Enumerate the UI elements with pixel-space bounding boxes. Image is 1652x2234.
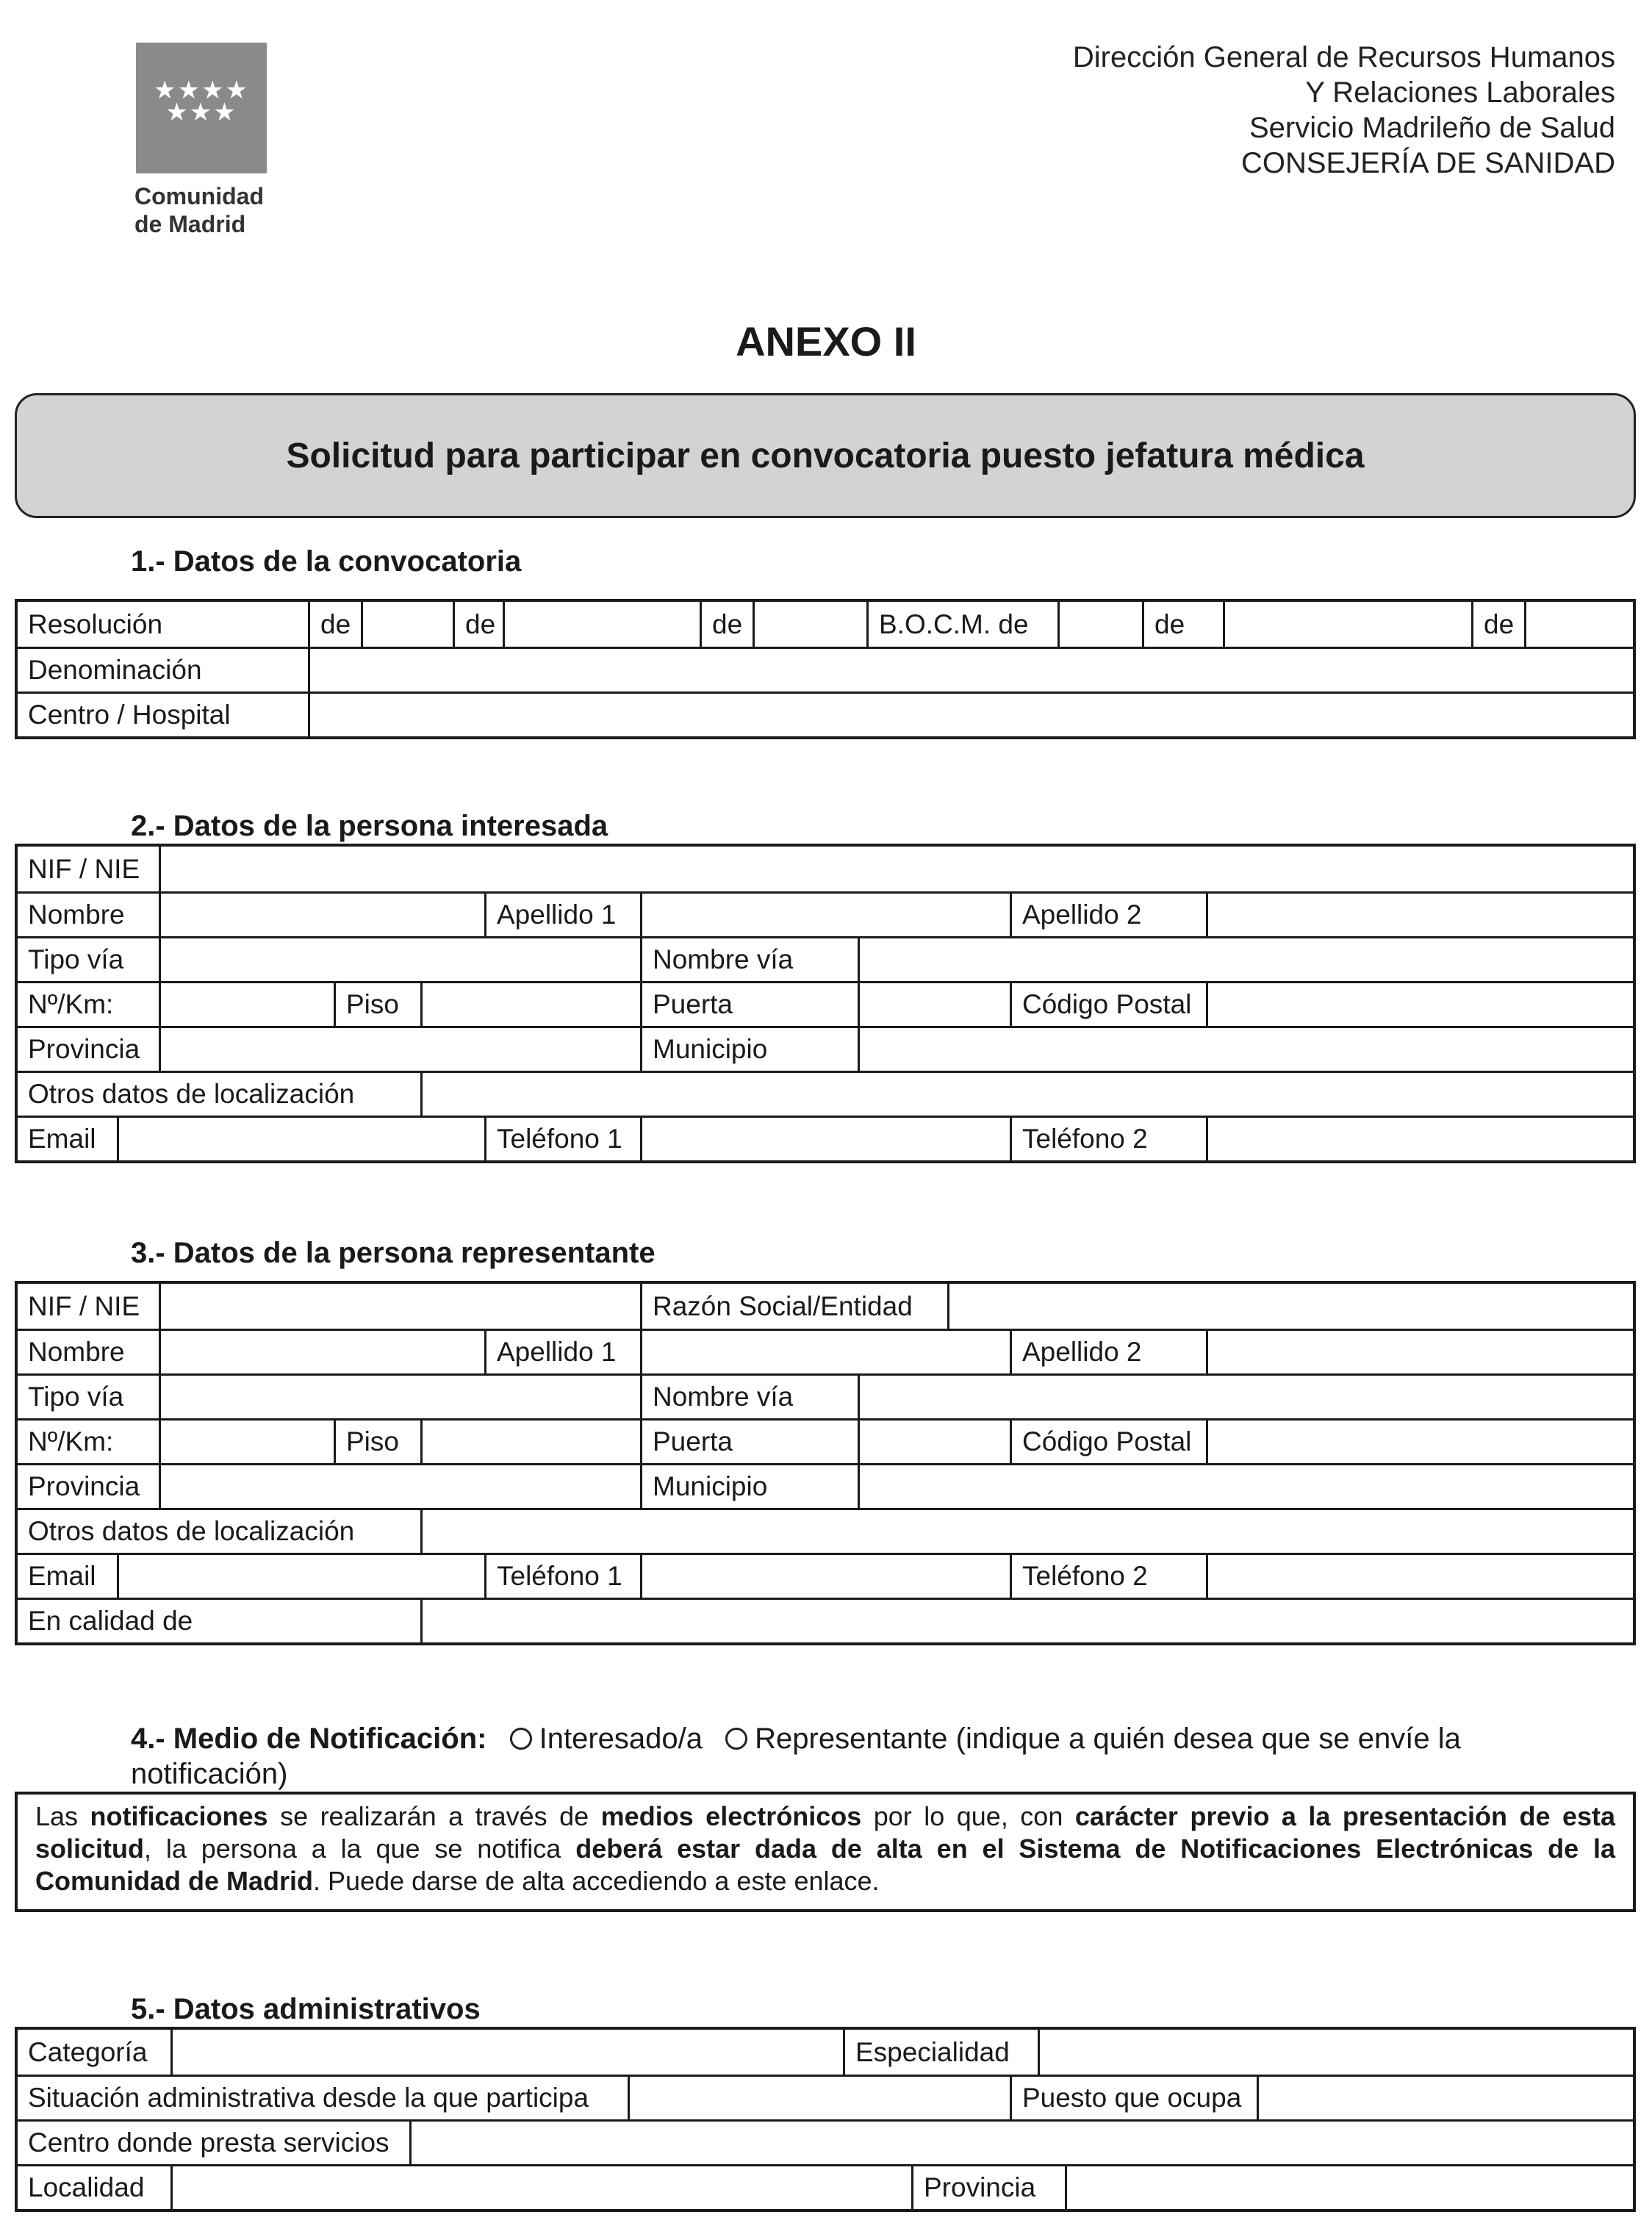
especialidad-field[interactable] — [1038, 2030, 1633, 2075]
categoria-field[interactable] — [170, 2030, 843, 2075]
rep-telefono1-label: Teléfono 1 — [484, 1555, 640, 1598]
section-1-title: 1.- Datos de la convocatoria — [131, 545, 522, 578]
rep-email-field[interactable] — [117, 1555, 484, 1598]
puerta-field[interactable] — [858, 983, 1010, 1026]
rep-telefono2-field[interactable] — [1206, 1555, 1633, 1598]
bocm-year-field[interactable] — [1524, 602, 1633, 647]
nombre-via-label: Nombre vía — [640, 938, 858, 981]
de-label: de — [308, 602, 361, 647]
email-field[interactable] — [117, 1118, 484, 1160]
piso-field[interactable] — [420, 983, 640, 1026]
resolucion-year-field[interactable] — [753, 602, 866, 647]
puesto-label: Puesto que ocupa — [1010, 2077, 1257, 2119]
table-row — [18, 692, 1633, 736]
table-row — [18, 1463, 1633, 1508]
table-row — [18, 602, 1633, 647]
resolucion-day-field[interactable] — [361, 602, 453, 647]
razon-social-field[interactable] — [947, 1284, 1633, 1329]
rep-numero-field[interactable] — [159, 1421, 334, 1463]
telefono1-field[interactable] — [640, 1118, 1010, 1160]
notice-text-1: Las — [35, 1801, 90, 1831]
table-row — [18, 1026, 1633, 1071]
notice-text-4: , la persona a la que se notifica — [144, 1833, 576, 1864]
section-1-table — [15, 599, 1636, 739]
stars-icon: ★★★★ ★★★ — [154, 76, 249, 127]
provincia-admin-field[interactable] — [1065, 2166, 1633, 2209]
rep-puerta-label: Puerta — [640, 1421, 858, 1463]
rep-apellido1-field[interactable] — [640, 1331, 1010, 1373]
table-row — [18, 1116, 1633, 1160]
table-row — [18, 1508, 1633, 1553]
nombre-via-field[interactable] — [858, 938, 1633, 981]
table-row — [18, 1418, 1633, 1463]
denominacion-label: Denominación — [28, 655, 202, 685]
rep-provincia-label: Provincia — [28, 1471, 140, 1501]
numero-label: Nº/Km: — [28, 989, 114, 1019]
table-row — [18, 1373, 1633, 1418]
interesado-label: Interesado/a — [539, 1723, 703, 1755]
rep-municipio-field[interactable] — [858, 1465, 1633, 1508]
rep-apellido2-field[interactable] — [1206, 1331, 1633, 1373]
table-row — [18, 936, 1633, 981]
apellido1-field[interactable] — [640, 894, 1010, 936]
org-line-2: Y Relaciones Laborales — [1305, 76, 1615, 109]
centro-hospital-field[interactable] — [308, 694, 1633, 736]
notice-bold-1: notificaciones — [90, 1801, 268, 1831]
localidad-label: Localidad — [28, 2172, 145, 2202]
table-row — [18, 2119, 1633, 2164]
table-row — [18, 891, 1633, 936]
especialidad-label: Especialidad — [843, 2030, 1038, 2075]
otros-datos-label: Otros datos de localización — [28, 1079, 355, 1109]
table-row — [18, 1553, 1633, 1598]
nombre-label: Nombre — [28, 899, 125, 930]
rep-provincia-field[interactable] — [159, 1465, 640, 1508]
organization-header — [1073, 40, 1615, 181]
rep-otros-datos-field[interactable] — [420, 1510, 1633, 1553]
representante-label: Representante — [755, 1723, 948, 1755]
rep-apellido2-label: Apellido 2 — [1010, 1331, 1206, 1373]
de-label: de — [700, 602, 753, 647]
org-line-1: Dirección General de Recursos Humanos — [1072, 41, 1615, 73]
centro-servicios-field[interactable] — [409, 2122, 1633, 2164]
rep-puerta-field[interactable] — [858, 1421, 1010, 1463]
razon-social-label: Razón Social/Entidad — [640, 1284, 947, 1329]
de-label: de — [1471, 602, 1524, 647]
rep-nif-label: NIF / NIE — [28, 1290, 140, 1321]
email-label: Email — [28, 1124, 96, 1154]
nif-label: NIF / NIE — [28, 853, 140, 884]
rep-nombre-field[interactable] — [159, 1331, 484, 1373]
notice-bold-2: medios electrónicos — [600, 1801, 862, 1831]
rep-nif-field[interactable] — [159, 1284, 640, 1329]
situacion-label: Situación administrativa desde la que participa — [28, 2083, 589, 2113]
section-2-table — [15, 844, 1636, 1163]
section-5-table — [15, 2027, 1636, 2212]
form-banner: Solicitud para participar en convocatoria puesto jefatura médica — [15, 393, 1636, 518]
codigo-postal-label: Código Postal — [1010, 983, 1206, 1026]
rep-nombre-label: Nombre — [28, 1337, 125, 1367]
tipo-via-label: Tipo vía — [28, 944, 124, 974]
municipio-label: Municipio — [640, 1028, 858, 1071]
rep-tipo-via-label: Tipo vía — [28, 1382, 124, 1412]
rep-nombre-via-label: Nombre vía — [640, 1376, 858, 1418]
notice-text-3: por lo que, con — [861, 1801, 1075, 1831]
tipo-via-field[interactable] — [159, 938, 640, 981]
rep-otros-datos-label: Otros datos de localización — [28, 1516, 355, 1546]
section-4-heading: 4.- Medio de Notificación: — [131, 1723, 487, 1755]
de-label: de — [453, 602, 503, 647]
rep-piso-label: Piso — [334, 1421, 420, 1463]
de-label: de — [1142, 602, 1223, 647]
table-row — [18, 981, 1633, 1026]
rep-tipo-via-field[interactable] — [159, 1376, 640, 1418]
section-3-table — [15, 1281, 1636, 1645]
categoria-label: Categoría — [28, 2036, 148, 2067]
situacion-field[interactable] — [628, 2077, 1010, 2119]
table-row — [18, 2030, 1633, 2075]
section-5-title: 5.- Datos administrativos — [131, 1993, 481, 2025]
numero-field[interactable] — [159, 983, 334, 1026]
table-row — [18, 2164, 1633, 2209]
en-calidad-label: En calidad de — [28, 1606, 193, 1636]
page-title: ANEXO II — [736, 318, 916, 364]
rep-telefono2-label: Teléfono 2 — [1010, 1555, 1206, 1598]
bocm-label: B.O.C.M. de — [866, 602, 1057, 647]
notice-text-5: . Puede darse de alta accediendo a este enlace. — [313, 1866, 880, 1896]
interesado-radio[interactable] — [510, 1728, 532, 1750]
municipio-field[interactable] — [858, 1028, 1633, 1071]
notice-bold-4: deberá estar dada de alta en el Sistema de Notificaciones Electrónicas de la Comunidad de Madrid — [35, 1833, 1616, 1896]
section-3-title: 3.- Datos de la persona representante — [131, 1237, 656, 1269]
apellido2-field[interactable] — [1206, 894, 1633, 936]
representante-radio[interactable] — [725, 1728, 747, 1750]
codigo-postal-field[interactable] — [1206, 983, 1633, 1026]
table-row — [18, 1329, 1633, 1373]
notice-bold-3: carácter previo a la presentación de esta solicitud — [35, 1801, 1616, 1864]
table-row — [18, 1071, 1633, 1116]
puesto-field[interactable] — [1257, 2077, 1633, 2119]
table-row — [18, 1284, 1633, 1329]
rep-municipio-label: Municipio — [640, 1465, 858, 1508]
nif-field[interactable] — [159, 847, 1633, 891]
logo-line-1: Comunidad — [134, 183, 264, 209]
table-row — [18, 847, 1633, 891]
org-line-4: CONSEJERÍA DE SANIDAD — [1240, 147, 1615, 179]
provincia-field[interactable] — [159, 1028, 640, 1071]
rep-codigo-postal-label: Código Postal — [1010, 1421, 1206, 1463]
rep-telefono1-field[interactable] — [640, 1555, 1010, 1598]
notice-text-2: se realizarán a través de — [267, 1801, 601, 1831]
localidad-field[interactable] — [170, 2166, 911, 2209]
provincia-admin-label: Provincia — [911, 2166, 1065, 2209]
otros-datos-field[interactable] — [420, 1073, 1633, 1116]
table-row — [18, 1598, 1633, 1642]
rep-apellido1-label: Apellido 1 — [484, 1331, 640, 1373]
telefono2-label: Teléfono 2 — [1010, 1118, 1206, 1160]
rep-email-label: Email — [28, 1561, 96, 1591]
notification-hint: (indique a quién desea que se envíe la notificación) — [131, 1723, 1461, 1790]
rep-codigo-postal-field[interactable] — [1206, 1421, 1633, 1463]
apellido1-label: Apellido 1 — [484, 894, 640, 936]
org-line-3: Servicio Madrileño de Salud — [1249, 112, 1615, 144]
nombre-field[interactable] — [159, 894, 484, 936]
puerta-label: Puerta — [640, 983, 858, 1026]
centro-hospital-label: Centro / Hospital — [28, 700, 231, 730]
table-row — [18, 2075, 1633, 2119]
centro-servicios-label: Centro donde presta servicios — [28, 2127, 389, 2158]
logo-line-2: de Madrid — [134, 211, 246, 237]
telefono2-field[interactable] — [1206, 1118, 1633, 1160]
bocm-day-field[interactable] — [1057, 602, 1142, 647]
denominacion-field[interactable] — [308, 649, 1633, 692]
apellido2-label: Apellido 2 — [1010, 894, 1206, 936]
resolucion-label: Resolución — [28, 608, 163, 639]
rep-numero-label: Nº/Km: — [28, 1426, 114, 1457]
telefono1-label: Teléfono 1 — [484, 1118, 640, 1160]
logo-text — [134, 182, 264, 238]
rep-piso-field[interactable] — [420, 1421, 640, 1463]
rep-nombre-via-field[interactable] — [858, 1376, 1633, 1418]
section-2-title: 2.- Datos de la persona interesada — [131, 810, 608, 842]
table-row — [18, 647, 1633, 692]
bocm-month-field[interactable] — [1223, 602, 1471, 647]
section-4-title — [131, 1721, 1586, 1792]
provincia-label: Provincia — [28, 1034, 140, 1064]
resolucion-month-field[interactable] — [503, 602, 700, 647]
piso-label: Piso — [334, 983, 420, 1026]
en-calidad-field[interactable] — [420, 1600, 1633, 1642]
notification-notice — [15, 1792, 1636, 1912]
